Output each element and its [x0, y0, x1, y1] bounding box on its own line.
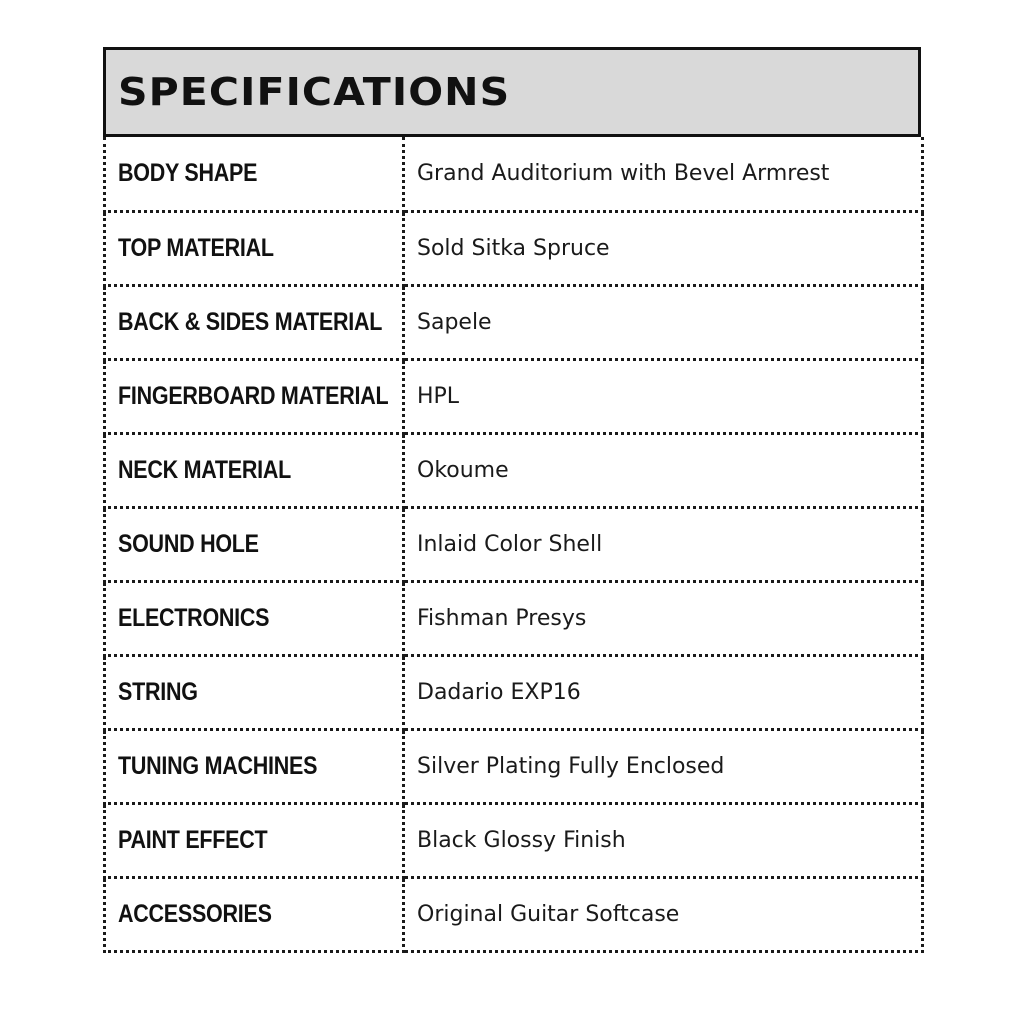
table-row — [105, 433, 923, 507]
table-row — [105, 877, 923, 951]
table-row — [105, 359, 923, 433]
spec-label-cell — [105, 803, 404, 877]
spec-value-cell — [404, 507, 923, 581]
spec-label-cell — [105, 507, 404, 581]
spec-value-cell — [404, 137, 923, 211]
spec-value: Inlaid Color Shell — [417, 531, 603, 557]
spec-label-cell — [105, 433, 404, 507]
spec-label-cell — [105, 581, 404, 655]
spec-value-cell — [404, 581, 923, 655]
spec-value-cell — [404, 729, 923, 803]
spec-value: Grand Auditorium with Bevel Armrest — [417, 160, 830, 186]
page-title: SPECIFICATIONS — [118, 70, 511, 114]
specifications-card — [103, 47, 921, 953]
table-row — [105, 507, 923, 581]
spec-value-cell — [404, 803, 923, 877]
spec-label: SOUND HOLE — [118, 529, 259, 558]
table-row — [105, 211, 923, 285]
spec-label-cell — [105, 359, 404, 433]
table-row — [105, 285, 923, 359]
spec-value: Sold Sitka Spruce — [417, 235, 610, 261]
table-row — [105, 581, 923, 655]
spec-value: Silver Plating Fully Enclosed — [417, 753, 725, 779]
spec-value: Sapele — [417, 309, 492, 335]
spec-value: Dadario EXP16 — [417, 679, 581, 705]
spec-label-cell — [105, 729, 404, 803]
spec-value-cell — [404, 655, 923, 729]
table-row — [105, 137, 923, 211]
table-row — [105, 655, 923, 729]
spec-label-cell — [105, 137, 404, 211]
spec-value-cell — [404, 877, 923, 951]
spec-label-cell — [105, 877, 404, 951]
spec-label: FINGERBOARD MATERIAL — [118, 381, 389, 410]
spec-label: TOP MATERIAL — [118, 233, 274, 262]
spec-label-cell — [105, 655, 404, 729]
spec-label: TUNING MACHINES — [118, 751, 318, 780]
spec-label: ACCESSORIES — [118, 899, 272, 928]
spec-value: Okoume — [417, 457, 509, 483]
spec-label: PAINT EFFECT — [118, 825, 268, 854]
spec-label: BACK & SIDES MATERIAL — [118, 307, 383, 336]
spec-label-cell — [105, 211, 404, 285]
spec-value-cell — [404, 359, 923, 433]
spec-label: NECK MATERIAL — [118, 455, 292, 484]
table-row — [105, 803, 923, 877]
spec-value-cell — [404, 211, 923, 285]
spec-label: ELECTRONICS — [118, 603, 270, 632]
spec-label: BODY SHAPE — [118, 158, 258, 187]
spec-value: Fishman Presys — [417, 605, 587, 631]
specifications-header — [103, 47, 921, 137]
spec-label-cell — [105, 285, 404, 359]
spec-value-cell — [404, 285, 923, 359]
spec-value: Black Glossy Finish — [417, 827, 626, 853]
specifications-table — [103, 137, 924, 953]
spec-label: STRING — [118, 677, 198, 706]
spec-value-cell — [404, 433, 923, 507]
spec-value: HPL — [417, 383, 460, 409]
spec-value: Original Guitar Softcase — [417, 901, 680, 927]
table-row — [105, 729, 923, 803]
